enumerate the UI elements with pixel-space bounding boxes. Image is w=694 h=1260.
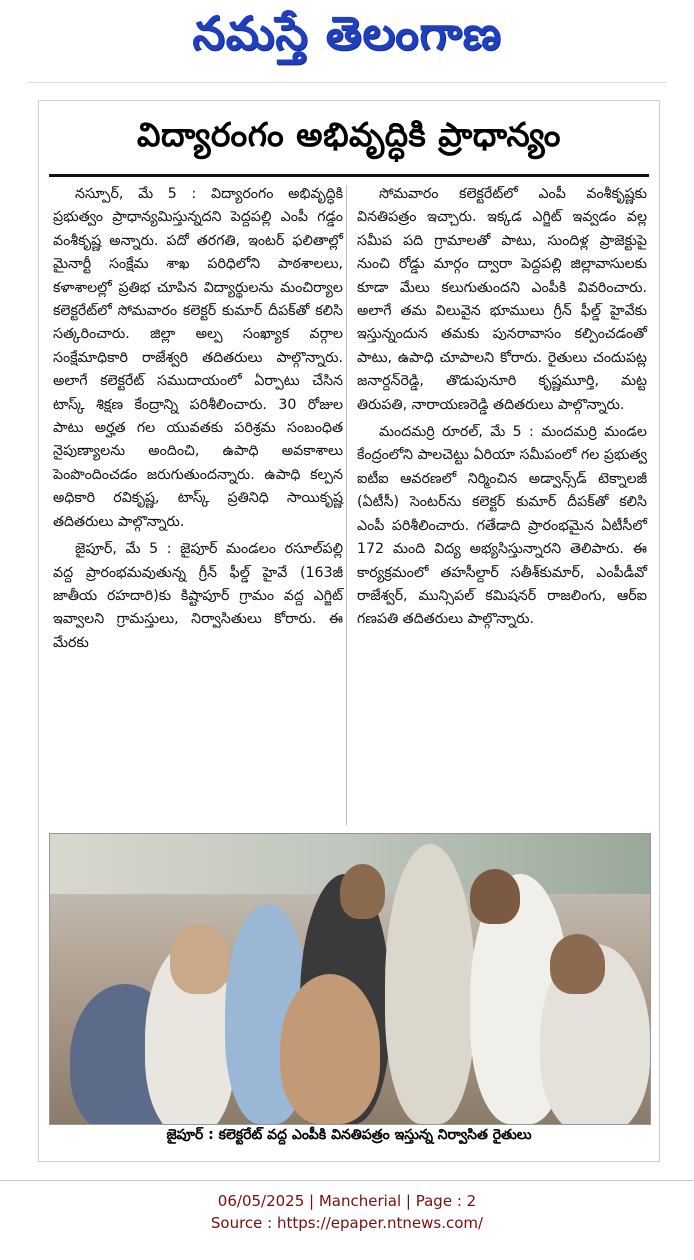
- person-figure: [470, 869, 520, 924]
- article-headline: విద్యారంగం అభివృద్ధికి ప్రాధాన్యం: [137, 115, 561, 154]
- masthead: [0, 0, 694, 78]
- person-figure: [280, 974, 380, 1124]
- footer-divider: [0, 1180, 694, 1181]
- right-column: [357, 183, 647, 636]
- person-figure: [340, 864, 385, 919]
- article-paragraph: మందమర్రి రూరల్, మే 5 : మందమర్రి మండల కేంద్రంలోని పాలచెట్టు ఏరియా సమీపంలో గల ప్రభుత్వ ఐటీఐ ఆవరణలో నిర్మించిన అడ్వాన్స్‌డ్ టెక్నాలజీ (ఏటీసీ) సెంటర్‌ను కలెక్టర్ కుమార్ దీపక్‌తో కలిసి ఎంపీ పరిశీలించారు. గతేడాది ప్రారంభమైన ఏటీసీలో 172 మంది విద్య అభ్యసిస్తున్నారని తెలిపారు. ఈ కార్యక్రమంలో తహసీల్దార్ సతీశ్‌కుమార్, ఎంపీడీవో రాజేశ్వర్, మున్సిపల్ కమిషనర్ రాజలింగు, ఆర్‌ఐ గణపతి తదితరులు పాల్గొన్నారు.: [357, 424, 647, 628]
- article-paragraph: జైపూర్, మే 5 : జైపూర్ మండలం రసూల్‌పల్లి వద్ద ప్రారంభమవుతున్న గ్రీన్ ఫీల్డ్ హైవే (163జీ జాతీయ రహదారి)కు కిష్టాపూర్ గ్రామం వద్ద ఎగ్జిట్ ఇవ్వాలని గ్రామస్తులు, నిర్వాసితులు కోరారు. ఈ మేరకు: [53, 541, 343, 651]
- news-photo: [49, 833, 651, 1125]
- article-paragraph: సోమవారం కలెక్టరేట్‌లో ఎంపీ వంశీకృష్ణకు వినతిపత్రం ఇచ్చారు. ఇక్కడ ఎగ్జిట్ ఇవ్వడం వల్ల సమీప పది గ్రామాలతో పాటు, సుందిళ్ల ప్రాజెక్టుపై నుంచి రోడ్డు మార్గం ద్వారా పెద్దపల్లి జిల్లావాసులకు కూడా మేలు కలుగుతుందని ఎంపీకి వివరించారు. అలాగే తమ విలువైన భూములు గ్రీన్ ఫీల్డ్ హైవేకు ఇస్తున్నందున తమకు పునరావాసం కల్పించడంతో పాటు, ఉపాధి చూపాలని కోరారు. రైతులు చందుపట్ల జనార్దన్‌రెడ్డి, తొడుపునూరి కృష్ణమూర్తి, మట్ట తిరుపతి, నారాయణరెడ్డి తదితరులు పాల్గొన్నారు.: [357, 186, 647, 413]
- article-clipping: [38, 100, 660, 1162]
- headline-divider: [49, 174, 649, 177]
- masthead-title: నమస్తే తెలంగాణ: [192, 6, 502, 60]
- person-figure: [550, 934, 605, 994]
- person-figure: [170, 924, 230, 994]
- footer-date-edition: 06/05/2025 | Mancherial | Page : 2: [217, 1192, 477, 1210]
- person-figure: [385, 844, 475, 1124]
- column-divider: [346, 185, 347, 825]
- photo-caption: జైపూర్ : కలెక్టరేట్ వద్ద ఎంపీకి వినతిపత్రం ఇస్తున్న నిర్వాసిత రైతులు: [166, 1127, 532, 1143]
- footer: [0, 1190, 694, 1234]
- left-column: [53, 183, 343, 659]
- footer-source: Source : https://epaper.ntnews.com/: [210, 1214, 484, 1232]
- masthead-divider: [28, 82, 666, 83]
- article-paragraph: నస్పూర్, మే 5 : విద్యారంగం అభివృద్ధికి ప్రభుత్వం ప్రాధాన్యమిస్తున్నదని పెద్దపల్లి ఎంపీ గడ్డం వంశీకృష్ణ అన్నారు. పదో తరగతి, ఇంటర్ ఫలితాల్లో మైనార్టీ సంక్షేమ శాఖ పరిధిలోని పాఠశాలలు, కళాశాలల్లో ప్రతిభ చూపిన విద్యార్థులను మంచిర్యాల కలెక్టరేట్‌లో సోమవారం కలెక్టర్ కుమార్ దీపక్‌తో కలిసి సత్కరించారు. జిల్లా అల్ప సంఖ్యాక వర్గాల సంక్షేమాధికారి రాజేశ్వరి తదితరులు పాల్గొన్నారు. అలాగే కలెక్టరేట్ సముదాయంలో ఏర్పాటు చేసిన టాస్క్ శిక్షణ కేంద్రాన్ని పరిశీలించారు. 30 రోజుల పాటు అర్హత గల యువతకు పరిశ్రమ సంబంధిత నైపుణ్యాలను అందించి, ఉపాధి అవకాశాలు పెంపొందించడం జరుగుతుందన్నారు. ఉపాధి కల్పన అధికారి రవికృష్ణ, టాస్క్ ప్రతినిధి సాయికృష్ణ తదితరులు పాల్గొన్నారు.: [53, 186, 343, 530]
